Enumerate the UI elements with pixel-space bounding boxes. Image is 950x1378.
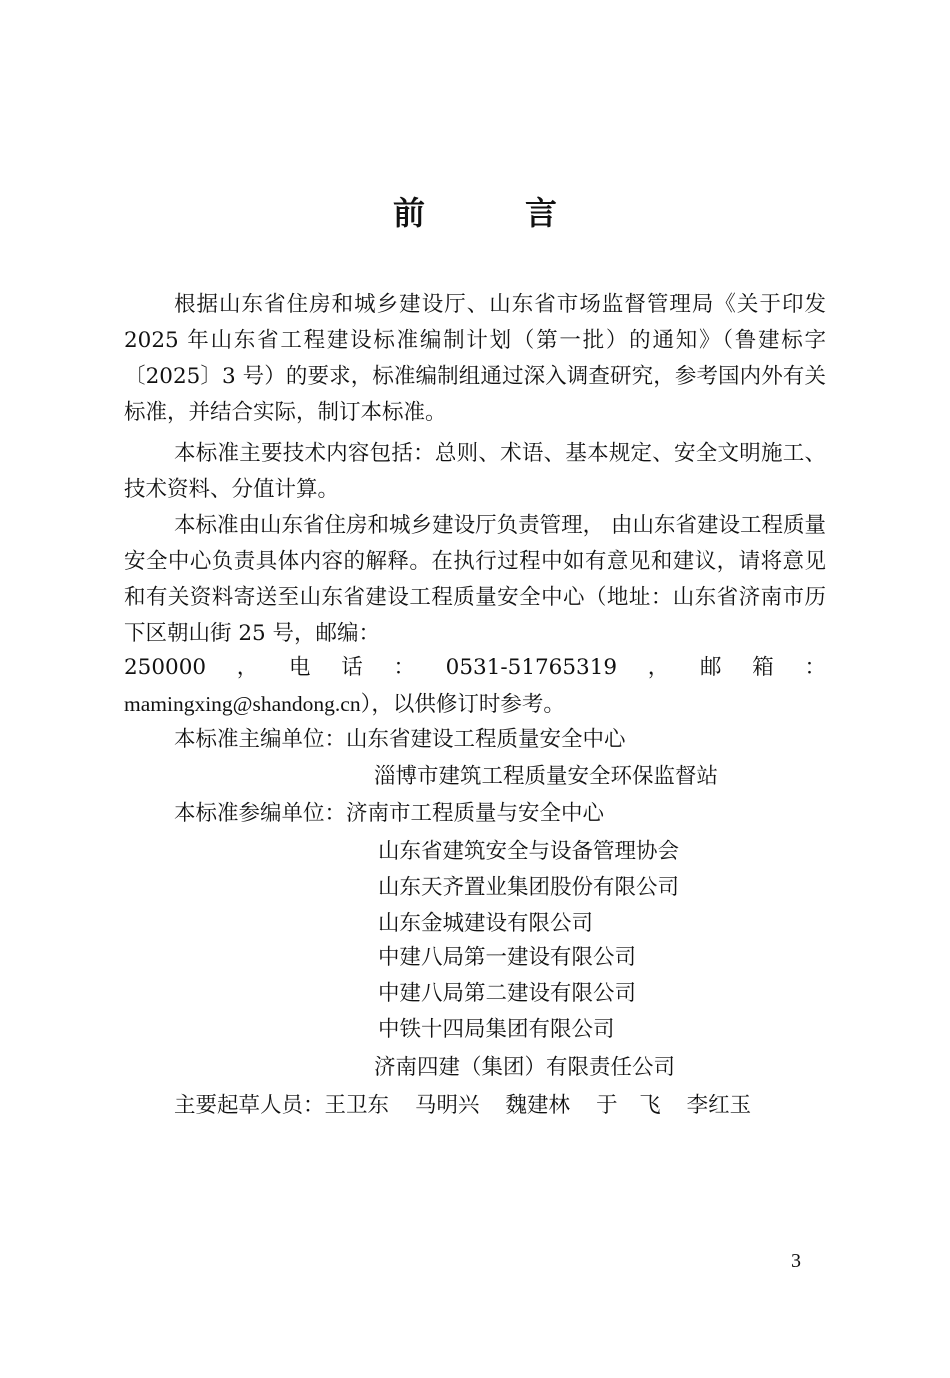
participating-unit: 中建八局第一建设有限公司: [378, 945, 637, 970]
participating-unit: 山东金城建设有限公司: [378, 911, 594, 936]
drafter-name: 李红玉: [686, 1093, 752, 1118]
email-suffix: ），以供修订时参考。: [360, 692, 565, 717]
participating-row: [174, 796, 604, 832]
page-number: 3: [791, 1250, 801, 1272]
chief-editor-unit: 淄博市建筑工程质量安全环保监督站: [374, 764, 719, 789]
drafter-name: 马明兴: [415, 1093, 480, 1118]
contact-sep: ：: [393, 655, 415, 680]
paragraph-content: 本标准主要技术内容包括：总则、术语、基本规定、安全文明施工、技术资料、分值计算。: [124, 441, 826, 502]
postcode: 250000: [124, 655, 207, 680]
contact-char: 箱: [752, 655, 774, 680]
email-address: mamingxing@shandong.cn: [124, 692, 361, 716]
participating-unit: 中建八局第二建设有限公司: [378, 981, 637, 1006]
participating-unit: 山东省建筑安全与设备管理协会: [378, 839, 680, 864]
contact-sep: ，: [647, 655, 670, 680]
contact-char: 邮: [700, 655, 722, 680]
participating-unit: 山东天齐置业集团股份有限公司: [378, 875, 680, 900]
drafters-row: [174, 1088, 751, 1124]
drafters-label: 主要起草人员：: [174, 1093, 325, 1118]
page-title: 前 言: [392, 194, 591, 232]
contact-line: [124, 650, 826, 686]
paragraph-management: 本标准由山东省住房和城乡建设厅负责管理， 由山东省建设工程质量安全中心负责具体内容的解释。在执行过程中如有意见和建议，请将意见和有关资料寄送至山东省建设工程质量安全中心（地址：山东省济南市历下区朝山街 25 号，邮编：: [124, 513, 826, 646]
contact-sep: ：: [804, 655, 826, 680]
chief-editor-row: [174, 722, 626, 758]
participating-unit: 济南四建（集团）有限责任公司: [374, 1055, 676, 1080]
chief-editor-unit: 山东省建设工程质量安全中心: [346, 727, 626, 752]
drafter-name: 王卫东: [324, 1093, 390, 1118]
participating-label: 本标准参编单位：: [174, 801, 347, 826]
paragraph-basis: 根据山东省住房和城乡建设厅、山东省市场监督管理局《关于印发 2025 年山东省工程建设标准编制计划（第一批）的通知》（鲁建标字〔2025〕3 号）的要求，标准编制组通过深入调查研究，参考国内外有关标准，并结合实际，制订本标准。: [124, 292, 826, 425]
phone-number: 0531-51765319: [445, 655, 618, 680]
email-line: [124, 686, 565, 723]
participating-unit: 济南市工程质量与安全中心: [346, 801, 605, 826]
drafter-name: 于 飞: [596, 1093, 661, 1118]
contact-char: 电: [289, 655, 311, 680]
drafter-name: 魏建林: [505, 1093, 571, 1118]
participating-unit: 中铁十四局集团有限公司: [378, 1017, 615, 1042]
contact-char: 话: [341, 655, 363, 680]
chief-editor-label: 本标准主编单位：: [174, 727, 347, 752]
contact-sep: ，: [236, 655, 259, 680]
